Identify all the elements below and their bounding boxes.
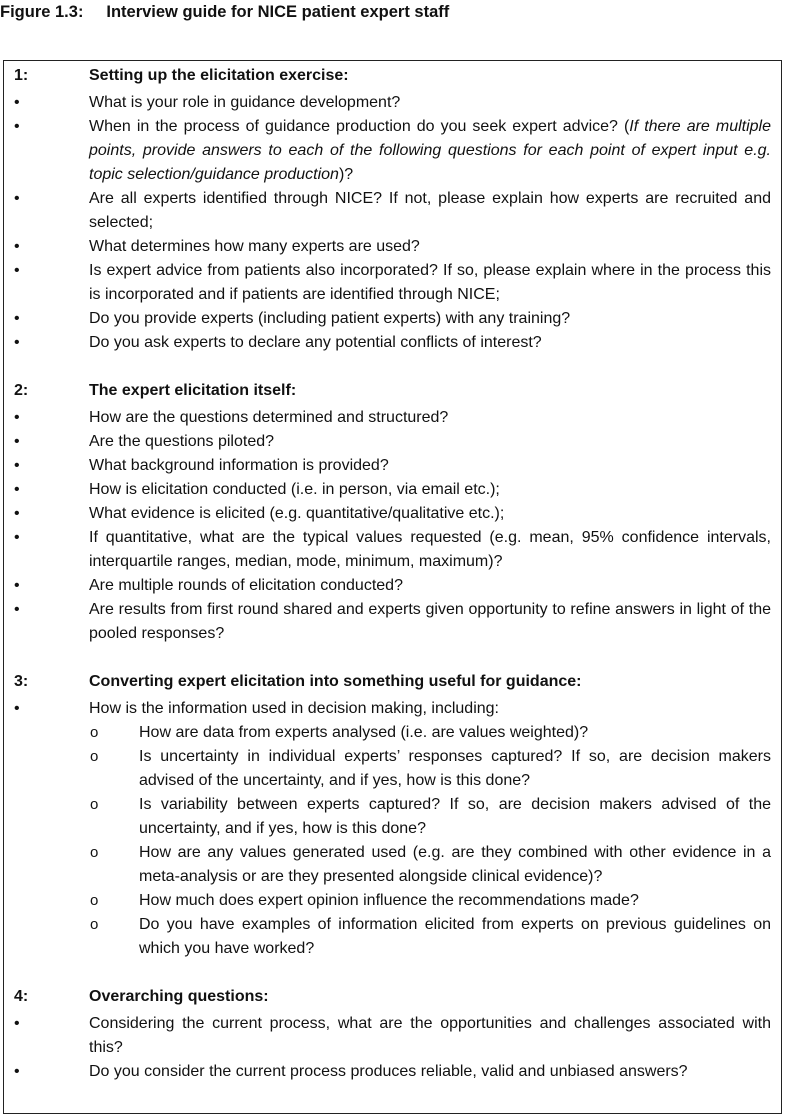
section-heading: Converting expert elicitation into something useful for guidance: xyxy=(89,673,582,690)
section-number: 1: xyxy=(14,67,29,84)
sub-list-item-text: Do you have examples of information elicited from experts on previous guidelines on which you have worked? xyxy=(139,916,771,957)
section-spacer xyxy=(4,961,781,985)
interview-guide-box xyxy=(3,60,782,1114)
sub-list-item xyxy=(4,793,781,841)
list-item-text: How is the information used in decision making, including: xyxy=(89,700,499,717)
section-header xyxy=(4,379,781,406)
section-spacer xyxy=(4,646,781,670)
bullet-icon: • xyxy=(14,1015,20,1032)
list-item-text: Do you provide experts (including patient experts) with any training? xyxy=(89,310,571,327)
sub-list-item xyxy=(4,721,781,745)
bullet-icon: • xyxy=(14,238,20,255)
list-item xyxy=(4,331,781,355)
figure-label: Figure 1.3: xyxy=(0,3,84,21)
bullet-icon: • xyxy=(14,481,20,498)
section-header xyxy=(4,670,781,697)
section-number: 4: xyxy=(14,988,29,1005)
sub-list-item-text: How are data from experts analysed (i.e. are values weighted)? xyxy=(139,724,589,741)
section-number: 2: xyxy=(14,382,29,399)
bullet-icon: • xyxy=(14,457,20,474)
sub-list-item xyxy=(4,745,781,793)
bullet-icon: • xyxy=(14,310,20,327)
circle-bullet-icon: o xyxy=(90,748,99,765)
section-2 xyxy=(4,379,781,646)
list-item-text: Considering the current process, what are the opportunities and challenges associated with this? xyxy=(89,1015,771,1056)
bullet-icon: • xyxy=(14,601,20,618)
bullet-icon: • xyxy=(14,505,20,522)
italic-text-segment: If there are multiple points, provide answers to each of the following questions for each point of expert input e.g. topic selection/guidance production xyxy=(89,118,772,183)
list-item xyxy=(4,406,781,430)
bullet-icon: • xyxy=(14,118,20,135)
section-heading: The expert elicitation itself: xyxy=(89,382,297,399)
list-item-text: Do you ask experts to declare any potential conflicts of interest? xyxy=(89,334,542,351)
sub-list-item xyxy=(4,841,781,889)
list-item-text: Are the questions piloted? xyxy=(89,433,275,450)
bullet-icon: • xyxy=(14,409,20,426)
list-item-text xyxy=(89,115,771,187)
list-item xyxy=(4,1060,781,1084)
section-3 xyxy=(4,670,781,961)
list-item-text: Do you consider the current process produces reliable, valid and unbiased answers? xyxy=(89,1063,688,1080)
section-1 xyxy=(4,61,781,355)
text-segment: )? xyxy=(338,166,354,183)
bullet-icon: • xyxy=(14,262,20,279)
bullet-icon: • xyxy=(14,1063,20,1080)
bullet-icon: • xyxy=(14,190,20,207)
list-item xyxy=(4,91,781,115)
list-item-text: If quantitative, what are the typical values requested (e.g. mean, 95% confidence intervals, interquartile ranges, median, mode, minimum, maximum)? xyxy=(89,529,771,570)
section-4 xyxy=(4,985,781,1084)
section-spacer xyxy=(4,355,781,379)
sub-list-item xyxy=(4,913,781,961)
section-header xyxy=(4,61,781,91)
bullet-icon: • xyxy=(14,94,20,111)
list-item-text: Are results from first round shared and experts given opportunity to refine answers in light of the pooled responses? xyxy=(89,601,771,642)
section-heading: Overarching questions: xyxy=(89,988,269,1005)
circle-bullet-icon: o xyxy=(90,916,99,933)
circle-bullet-icon: o xyxy=(90,796,99,813)
circle-bullet-icon: o xyxy=(90,844,99,861)
list-item xyxy=(4,574,781,598)
list-item-text: Is expert advice from patients also incorporated? If so, please explain where in the process this is incorporated and if patients are identified through NICE; xyxy=(89,262,771,303)
text-segment: When in the process of guidance production do you seek expert advice? ( xyxy=(89,118,630,135)
list-item-text: Are multiple rounds of elicitation conducted? xyxy=(89,577,403,594)
list-item-text: Are all experts identified through NICE? If not, please explain how experts are recruited and selected; xyxy=(89,190,771,231)
list-item-text: What determines how many experts are used? xyxy=(89,238,420,255)
list-item xyxy=(4,115,781,187)
list-item xyxy=(4,430,781,454)
sub-list-item-text: Is uncertainty in individual experts’ responses captured? If so, are decision makers advised of the uncertainty, and if yes, how is this done? xyxy=(139,748,771,789)
sub-list-item xyxy=(4,889,781,913)
sub-list-item-text: How are any values generated used (e.g. are they combined with other evidence in a meta-analysis or are they presented alongside clinical evidence)? xyxy=(139,844,771,885)
section-header xyxy=(4,985,781,1012)
bullet-icon: • xyxy=(14,334,20,351)
list-item-text: What is your role in guidance development? xyxy=(89,94,401,111)
list-item xyxy=(4,502,781,526)
list-item xyxy=(4,598,781,646)
bullet-icon: • xyxy=(14,577,20,594)
list-item xyxy=(4,187,781,235)
section-number: 3: xyxy=(14,673,29,690)
list-item-text: What evidence is elicited (e.g. quantitative/qualitative etc.); xyxy=(89,505,505,522)
circle-bullet-icon: o xyxy=(90,724,99,741)
list-item xyxy=(4,526,781,574)
list-item xyxy=(4,478,781,502)
list-item xyxy=(4,235,781,259)
bullet-icon: • xyxy=(14,529,20,546)
list-item xyxy=(4,1012,781,1060)
bullet-icon: • xyxy=(14,433,20,450)
list-item-text: How are the questions determined and structured? xyxy=(89,409,449,426)
circle-bullet-icon: o xyxy=(90,892,99,909)
list-item xyxy=(4,307,781,331)
list-item xyxy=(4,259,781,307)
list-item xyxy=(4,697,781,721)
list-item-text: How is elicitation conducted (i.e. in person, via email etc.); xyxy=(89,481,500,498)
list-item-text: What background information is provided? xyxy=(89,457,389,474)
figure-title xyxy=(0,3,449,22)
figure-caption: Interview guide for NICE patient expert staff xyxy=(106,3,450,21)
bullet-icon: • xyxy=(14,700,20,717)
section-heading: Setting up the elicitation exercise: xyxy=(89,67,349,84)
sub-list-item-text: Is variability between experts captured? If so, are decision makers advised of the uncertainty, and if yes, how is this done? xyxy=(139,796,771,837)
sub-list-item-text: How much does expert opinion influence the recommendations made? xyxy=(139,892,639,909)
list-item xyxy=(4,454,781,478)
